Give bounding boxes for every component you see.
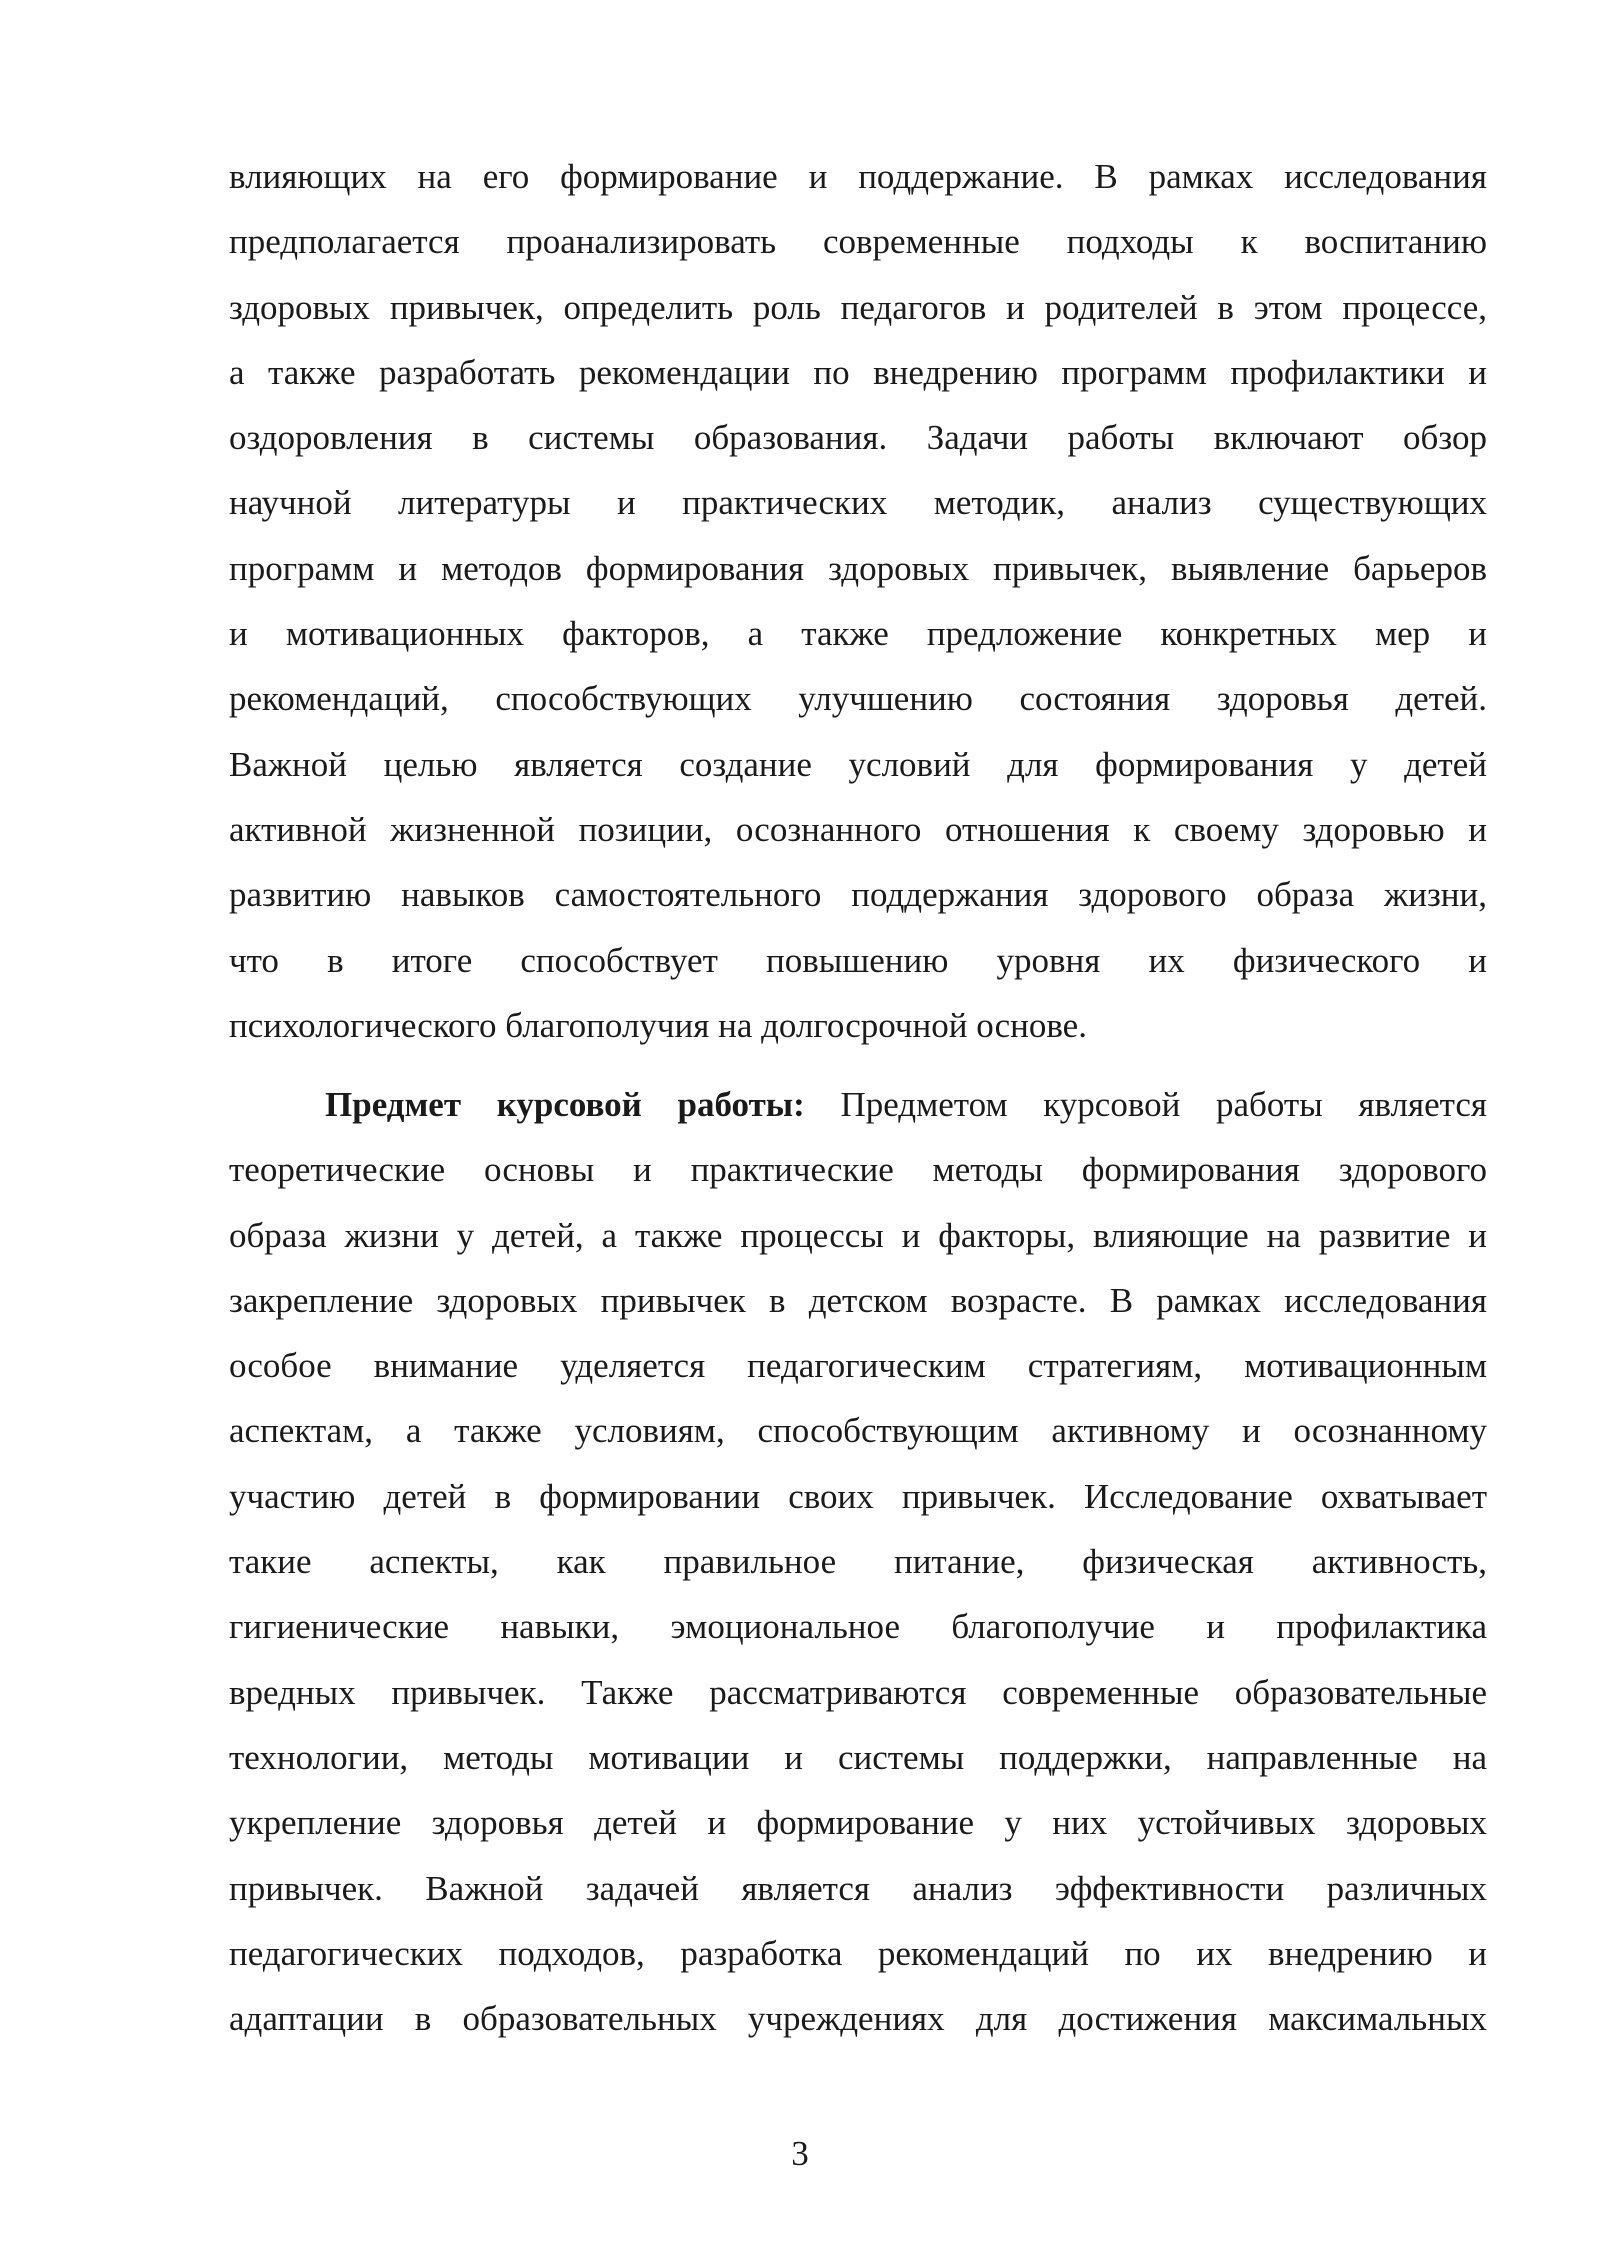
text-line: оздоровления в системы образования. Задачи работы включают обзор [229,418,1487,458]
text-line: вредных привычек. Также рассматриваются современные образовательные [229,1672,1487,1712]
text-line: и мотивационных факторов, а также предложение конкретных мер и [229,614,1487,654]
text-line: укрепление здоровья детей и формирование у них устойчивых здоровых [229,1803,1487,1843]
paragraph-goals [229,144,1487,1058]
text-line: закрепление здоровых привычек в детском возрасте. В рамках исследования [229,1280,1487,1320]
text-fragment: Предметом курсовой работы является [840,1085,1488,1124]
text-line: Важной целью является создание условий для формирования у детей [229,744,1487,784]
text-line: предполагается проанализировать современные подходы к воспитанию [229,222,1487,262]
paragraph-first-line [229,1072,1487,1137]
text-line: такие аспекты, как правильное питание, физическая активность, [229,1542,1487,1582]
text-line: а также разработать рекомендации по внедрению программ профилактики и [229,352,1487,392]
text-line: теоретические основы и практические методы формирования здорового [229,1150,1487,1190]
text-line: здоровых привычек, определить роль педагогов и родителей в этом процессе, [229,287,1487,327]
text-line: программ и методов формирования здоровых привычек, выявление барьеров [229,548,1487,588]
text-line: образа жизни у детей, а также процессы и факторы, влияющие на развитие и [229,1215,1487,1255]
text-line: адаптации в образовательных учреждениях для достижения максимальных [229,1999,1487,2039]
text-line: технологии, методы мотивации и системы поддержки, направленные на [229,1737,1487,1777]
text-line: гигиенические навыки, эмоциональное благополучие и профилактика [229,1607,1487,1647]
text-line: психологического благополучия на долгосрочной основе. [229,1005,1087,1045]
paragraph-heading: Предмет курсовой работы: [325,1085,805,1124]
page-number: 3 [791,2134,809,2173]
text-line: педагогических подходов, разработка рекомендаций по их внедрению и [229,1933,1487,1973]
text-line: влияющих на его формирование и поддержание. В рамках исследования [229,157,1487,196]
paragraph-subject [229,1072,1487,2051]
text-line: особое внимание уделяется педагогическим стратегиям, мотивационным [229,1346,1487,1386]
text-line: аспектам, а также условиям, способствующим активному и осознанному [229,1411,1487,1451]
text-line: научной литературы и практических методик, анализ существующих [229,483,1487,523]
text-line: что в итоге способствует повышению уровня их физического и [229,940,1487,980]
text-line: участию детей в формировании своих привычек. Исследование охватывает [229,1476,1487,1516]
text-line: развитию навыков самостоятельного поддержания здорового образа жизни, [229,875,1487,915]
text-line: привычек. Важной задачей является анализ эффективности различных [229,1868,1487,1908]
text-line: активной жизненной позиции, осознанного отношения к своему здоровью и [229,809,1487,849]
text-line: рекомендаций, способствующих улучшению состояния здоровья детей. [229,679,1487,719]
